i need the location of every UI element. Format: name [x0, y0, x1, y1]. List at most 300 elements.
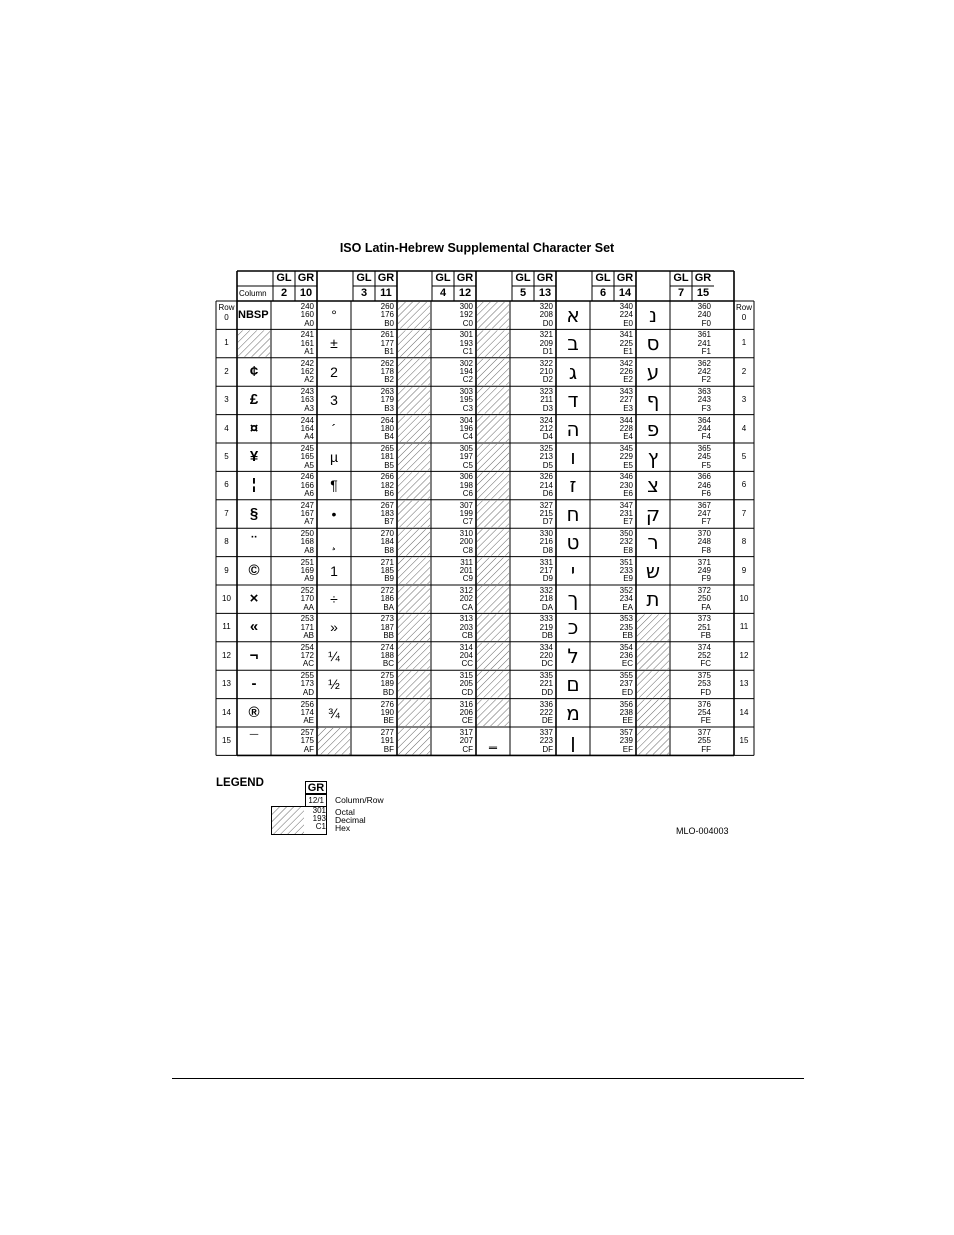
- hex-value: E2: [623, 375, 633, 385]
- code-cell: [510, 415, 556, 443]
- decimal-value: 248: [697, 537, 711, 547]
- code-cell: [590, 471, 636, 499]
- hex-value: CB: [461, 630, 473, 640]
- hex-value: BE: [383, 716, 394, 726]
- octal-value: 330: [539, 529, 553, 539]
- code-cell: [271, 500, 317, 528]
- octal-value: 260: [380, 302, 394, 311]
- character-glyph: ¯: [249, 732, 259, 749]
- legend-decimal-value: 193: [312, 814, 326, 823]
- hex-value: A4: [304, 432, 314, 442]
- decimal-value: 231: [619, 509, 633, 519]
- decimal-value: 185: [380, 565, 394, 575]
- row-label-right: 12: [739, 650, 749, 660]
- code-cell: [271, 358, 317, 386]
- code-cell: [351, 528, 397, 556]
- character-glyph: ד: [567, 388, 579, 413]
- character-glyph: ס: [646, 331, 660, 356]
- code-cell: [271, 642, 317, 670]
- code-cell: [431, 358, 476, 386]
- hatched-cell: [238, 330, 270, 356]
- character-glyph: ¥: [249, 448, 259, 465]
- hex-value: DF: [542, 744, 553, 754]
- octal-value: 253: [300, 614, 314, 624]
- octal-value: 300: [459, 302, 473, 311]
- decimal-value: 179: [380, 395, 394, 405]
- row-label-right: 10: [739, 594, 749, 603]
- hex-value: D8: [542, 545, 553, 555]
- code-cell: [590, 415, 636, 443]
- hatched-cell: [477, 529, 509, 555]
- code-cell: [670, 386, 714, 414]
- decimal-value: 250: [697, 594, 711, 604]
- code-cell: [271, 613, 317, 641]
- row-label-right: 9: [741, 565, 747, 575]
- row-label-right: 7: [741, 508, 747, 518]
- character-glyph: 2: [330, 363, 338, 380]
- row-number: 0: [741, 313, 747, 322]
- code-cell: [351, 727, 397, 755]
- hex-value: FE: [700, 716, 711, 726]
- code-cell: [590, 528, 636, 556]
- row-word: Row: [218, 303, 235, 312]
- hatched-cell: [477, 359, 509, 385]
- octal-value: 354: [619, 642, 633, 652]
- row-label-right: 6: [741, 480, 747, 490]
- code-cell: [431, 415, 476, 443]
- hex-value: B2: [384, 375, 394, 385]
- octal-value: 313: [459, 614, 473, 624]
- hatched-cell: [398, 444, 430, 470]
- code-cell: [670, 329, 714, 357]
- character-glyph: נ: [648, 303, 657, 327]
- character-glyph: ץ: [647, 445, 659, 469]
- code-cell: [431, 329, 476, 357]
- code-cell: [670, 585, 714, 613]
- code-cell: [431, 443, 476, 471]
- decimal-value: 225: [619, 338, 633, 348]
- decimal-value: 212: [539, 423, 553, 433]
- hex-value: C8: [462, 545, 473, 555]
- hex-value: A8: [304, 545, 314, 555]
- hex-value: B5: [384, 460, 394, 470]
- code-cell: [590, 443, 636, 471]
- code-cell: [590, 329, 636, 357]
- hex-value: F8: [701, 545, 711, 555]
- character-glyph: §: [249, 504, 259, 522]
- hatched-cell: [477, 444, 509, 470]
- gl-column-number: 5: [519, 287, 527, 299]
- hex-value: DE: [541, 716, 553, 726]
- octal-value: 316: [459, 699, 473, 709]
- row-label-left: 4: [224, 423, 229, 433]
- octal-value: 377: [697, 728, 711, 737]
- code-cell: [431, 642, 476, 670]
- decimal-value: 207: [459, 736, 473, 746]
- octal-value: 322: [539, 358, 553, 368]
- decimal-value: 188: [380, 651, 394, 661]
- code-cell: [670, 500, 714, 528]
- code-cell: [670, 727, 714, 755]
- character-glyph: ה: [566, 416, 580, 441]
- gr-column-number: 13: [538, 287, 552, 299]
- octal-value: 310: [459, 529, 473, 539]
- nbsp-label: NBSP: [238, 309, 269, 321]
- character-glyph: ½: [328, 676, 340, 693]
- decimal-value: 215: [539, 509, 553, 519]
- hex-value: A1: [304, 346, 314, 356]
- octal-value: 332: [539, 586, 553, 595]
- octal-value: 337: [539, 728, 553, 737]
- hatched-cell: [398, 728, 430, 754]
- legend-label-hex: Hex: [335, 823, 351, 833]
- row-label-left: 6: [224, 480, 229, 490]
- row-label-right: 4: [741, 423, 747, 433]
- octal-value: 366: [697, 472, 711, 482]
- hatched-cell: [398, 387, 430, 413]
- character-glyph: ¸: [331, 534, 337, 551]
- code-cell: [670, 358, 714, 386]
- octal-value: 346: [619, 472, 633, 482]
- row-label-right: 14: [739, 707, 749, 717]
- hatched-cell: [398, 700, 430, 726]
- decimal-value: 174: [300, 707, 314, 717]
- gl-column-number: 4: [439, 287, 447, 299]
- decimal-value: 170: [300, 594, 314, 604]
- code-cell: [590, 500, 636, 528]
- code-cell: [431, 727, 476, 755]
- decimal-value: 242: [697, 367, 711, 377]
- hatched-cell: [637, 671, 669, 697]
- hatched-cell: [398, 416, 430, 442]
- character-glyph: £: [249, 391, 259, 409]
- octal-value: 362: [697, 358, 711, 368]
- row-word: Row: [735, 303, 752, 312]
- code-cell: [351, 386, 397, 414]
- gl-header: GL: [515, 272, 531, 284]
- code-cell: [510, 301, 556, 329]
- character-glyph: ת: [646, 587, 660, 611]
- decimal-value: 160: [300, 310, 314, 320]
- hex-value: A3: [304, 403, 314, 413]
- hatched-cell: [477, 614, 509, 640]
- octal-value: 266: [380, 472, 394, 482]
- hex-value: D1: [542, 346, 553, 356]
- character-glyph: ©: [248, 561, 260, 579]
- code-cell: [590, 301, 636, 329]
- hatched-cell: [398, 472, 430, 498]
- code-cell: [431, 500, 476, 528]
- decimal-value: 234: [619, 594, 633, 604]
- character-glyph: •: [331, 505, 337, 522]
- decimal-value: 177: [380, 338, 394, 348]
- character-glyph: ג: [568, 359, 578, 384]
- octal-value: 242: [300, 358, 314, 368]
- decimal-value: 247: [697, 509, 711, 519]
- code-cell: [590, 613, 636, 641]
- hex-value: B7: [384, 517, 394, 527]
- octal-value: 342: [619, 358, 633, 368]
- decimal-value: 201: [459, 565, 473, 575]
- decimal-value: 233: [619, 565, 633, 575]
- row-label-left: 1: [224, 338, 229, 348]
- gr-header: GR: [536, 272, 554, 284]
- octal-value: 372: [697, 586, 711, 595]
- row-label-right: 8: [741, 537, 747, 547]
- decimal-value: 182: [380, 480, 394, 490]
- hex-value: DD: [541, 687, 553, 697]
- hex-value: FD: [700, 687, 711, 697]
- decimal-value: 243: [697, 395, 711, 405]
- code-cell: [670, 528, 714, 556]
- octal-value: 345: [619, 444, 633, 453]
- hex-value: F0: [701, 318, 711, 328]
- octal-value: 351: [619, 557, 633, 567]
- row-label-left: 10: [222, 594, 231, 603]
- octal-value: 343: [619, 387, 633, 397]
- code-cell: [351, 443, 397, 471]
- hex-value: EF: [622, 744, 633, 754]
- row-label-left: 7: [224, 508, 229, 518]
- code-cell: [510, 329, 556, 357]
- hex-value: DC: [541, 659, 553, 669]
- code-cell: [510, 670, 556, 698]
- decimal-value: 191: [380, 736, 394, 746]
- decimal-value: 236: [619, 651, 633, 661]
- row-label-right: 13: [739, 679, 749, 689]
- octal-value: 333: [539, 614, 553, 624]
- code-cell: [510, 642, 556, 670]
- code-cell: [351, 613, 397, 641]
- hatched-cell: [477, 416, 509, 442]
- decimal-value: 221: [539, 679, 553, 689]
- octal-value: 371: [697, 557, 711, 567]
- character-glyph: 1: [330, 562, 338, 579]
- code-cell: [590, 585, 636, 613]
- row-label-right: 2: [741, 366, 747, 376]
- octal-value: 254: [300, 642, 314, 652]
- decimal-value: 173: [300, 679, 314, 689]
- decimal-value: 171: [300, 622, 314, 632]
- hex-value: C9: [462, 574, 473, 584]
- decimal-value: 229: [619, 452, 633, 462]
- decimal-value: 187: [380, 622, 394, 632]
- code-cell: [431, 557, 476, 585]
- octal-value: 331: [539, 557, 553, 567]
- octal-value: 335: [539, 671, 553, 681]
- character-glyph: 3: [330, 392, 338, 409]
- hex-value: A7: [304, 517, 314, 527]
- gl-column-number: 3: [360, 287, 368, 299]
- decimal-value: 164: [300, 423, 314, 433]
- code-cell: [670, 557, 714, 585]
- decimal-value: 219: [539, 622, 553, 632]
- decimal-value: 237: [619, 679, 633, 689]
- decimal-value: 169: [300, 565, 314, 575]
- octal-value: 326: [539, 472, 553, 482]
- gr-column-number: 15: [696, 287, 710, 299]
- octal-value: 271: [380, 557, 394, 567]
- hex-value: E6: [623, 488, 633, 498]
- character-glyph: ט: [566, 530, 580, 555]
- octal-value: 307: [459, 500, 473, 510]
- octal-value: 247: [300, 500, 314, 510]
- decimal-value: 167: [300, 509, 314, 519]
- octal-value: 323: [539, 387, 553, 397]
- decimal-value: 184: [380, 537, 394, 547]
- octal-value: 325: [539, 444, 553, 453]
- hatched-cell: [637, 700, 669, 726]
- decimal-value: 230: [619, 480, 633, 490]
- legend-label-colrow: Column/Row: [335, 795, 384, 805]
- octal-value: 356: [619, 699, 633, 709]
- octal-value: 311: [460, 557, 473, 567]
- decimal-value: 211: [540, 395, 553, 405]
- decimal-value: 190: [380, 707, 394, 717]
- hex-value: D9: [542, 574, 553, 584]
- hatched-cell: [477, 700, 509, 726]
- decimal-value: 228: [619, 423, 633, 433]
- hatched-cell: [477, 671, 509, 697]
- code-cell: [271, 301, 317, 329]
- hatched-cell: [398, 529, 430, 555]
- octal-value: 306: [459, 472, 473, 482]
- code-cell: [351, 471, 397, 499]
- hex-value: A5: [304, 460, 314, 470]
- decimal-value: 255: [697, 736, 711, 746]
- legend-octal-value: 301: [312, 806, 326, 815]
- code-cell: [271, 415, 317, 443]
- hex-value: D5: [542, 460, 553, 470]
- hex-value: D7: [542, 517, 553, 527]
- hex-value: CC: [461, 659, 473, 669]
- row-label-left: 5: [224, 452, 229, 461]
- octal-value: 357: [619, 728, 633, 737]
- character-glyph: ן: [570, 729, 576, 753]
- hex-value: AF: [303, 744, 314, 754]
- code-cell: [510, 528, 556, 556]
- row-label-left: 9: [224, 565, 229, 575]
- hex-value: C7: [462, 517, 473, 527]
- hex-value: E3: [623, 403, 633, 413]
- hex-value: E0: [623, 318, 633, 328]
- row-label-left: 11: [222, 622, 231, 632]
- code-cell: [510, 613, 556, 641]
- row-label-right: 11: [739, 622, 749, 632]
- hatched-cell: [477, 643, 509, 669]
- octal-value: 324: [539, 415, 553, 425]
- hex-value: F1: [701, 346, 711, 356]
- character-glyph: ®: [248, 703, 260, 721]
- hex-value: D4: [542, 432, 553, 442]
- decimal-value: 235: [619, 622, 633, 632]
- character-glyph: ¬: [249, 646, 259, 664]
- decimal-value: 196: [459, 423, 473, 433]
- hex-value: EC: [621, 659, 633, 669]
- code-cell: [510, 557, 556, 585]
- decimal-value: 224: [619, 310, 633, 320]
- hatched-cell: [637, 643, 669, 669]
- hex-value: C5: [462, 460, 473, 470]
- octal-value: 315: [459, 671, 473, 681]
- decimal-value: 241: [697, 338, 711, 348]
- code-cell: [271, 528, 317, 556]
- hex-value: FA: [701, 602, 711, 612]
- hex-value: B0: [384, 318, 394, 328]
- octal-value: 341: [619, 330, 633, 340]
- hex-value: A9: [304, 574, 314, 584]
- hex-value: E7: [623, 517, 633, 527]
- gl-header: GL: [595, 272, 611, 284]
- code-cell: [510, 699, 556, 727]
- gr-column-number: 10: [299, 287, 313, 299]
- hatched-cell: [477, 387, 509, 413]
- decimal-value: 176: [380, 310, 394, 320]
- code-cell: [670, 443, 714, 471]
- hex-value: D6: [542, 488, 553, 498]
- row-label-right: 5: [741, 452, 747, 461]
- code-cell: [351, 557, 397, 585]
- character-glyph: ב: [567, 331, 579, 356]
- decimal-value: 208: [539, 310, 553, 320]
- character-glyph: ך: [567, 587, 579, 611]
- hex-value: C6: [462, 488, 473, 498]
- decimal-value: 249: [697, 565, 711, 575]
- decimal-value: 246: [697, 480, 711, 490]
- code-cell: [431, 585, 476, 613]
- row-label-right: [734, 303, 754, 327]
- code-cell: [271, 386, 317, 414]
- code-cell: [590, 727, 636, 755]
- decimal-value: 206: [459, 707, 473, 717]
- decimal-value: 209: [539, 338, 553, 348]
- octal-value: 340: [619, 302, 633, 311]
- hex-value: F6: [701, 488, 711, 498]
- hex-value: F9: [701, 574, 711, 584]
- code-cell: [271, 329, 317, 357]
- code-cell: [590, 642, 636, 670]
- code-cell: [431, 471, 476, 499]
- legend-codes: [305, 807, 326, 831]
- hatched-cell: [477, 302, 509, 328]
- decimal-value: 178: [380, 367, 394, 377]
- character-glyph: ¶: [330, 477, 338, 494]
- code-cell: [510, 386, 556, 414]
- hex-value: C3: [462, 403, 473, 413]
- octal-value: 246: [300, 472, 314, 482]
- decimal-value: 239: [619, 736, 633, 746]
- octal-value: 376: [697, 699, 711, 709]
- decimal-value: 193: [459, 338, 473, 348]
- octal-value: 273: [380, 614, 394, 624]
- hex-value: AA: [303, 602, 314, 612]
- character-glyph: ¼: [328, 647, 340, 664]
- octal-value: 255: [300, 671, 314, 681]
- octal-value: 263: [380, 387, 394, 397]
- hex-value: B9: [384, 574, 394, 584]
- character-glyph: µ: [329, 449, 339, 465]
- octal-value: 364: [697, 415, 711, 425]
- code-cell: [670, 699, 714, 727]
- hex-value: BA: [383, 602, 394, 612]
- code-cell: [351, 500, 397, 528]
- hex-value: FB: [700, 630, 711, 640]
- hex-value: D2: [542, 375, 553, 385]
- decimal-value: 204: [459, 651, 473, 661]
- octal-value: 344: [619, 415, 633, 425]
- character-glyph: ל: [567, 643, 579, 668]
- decimal-value: 172: [300, 651, 314, 661]
